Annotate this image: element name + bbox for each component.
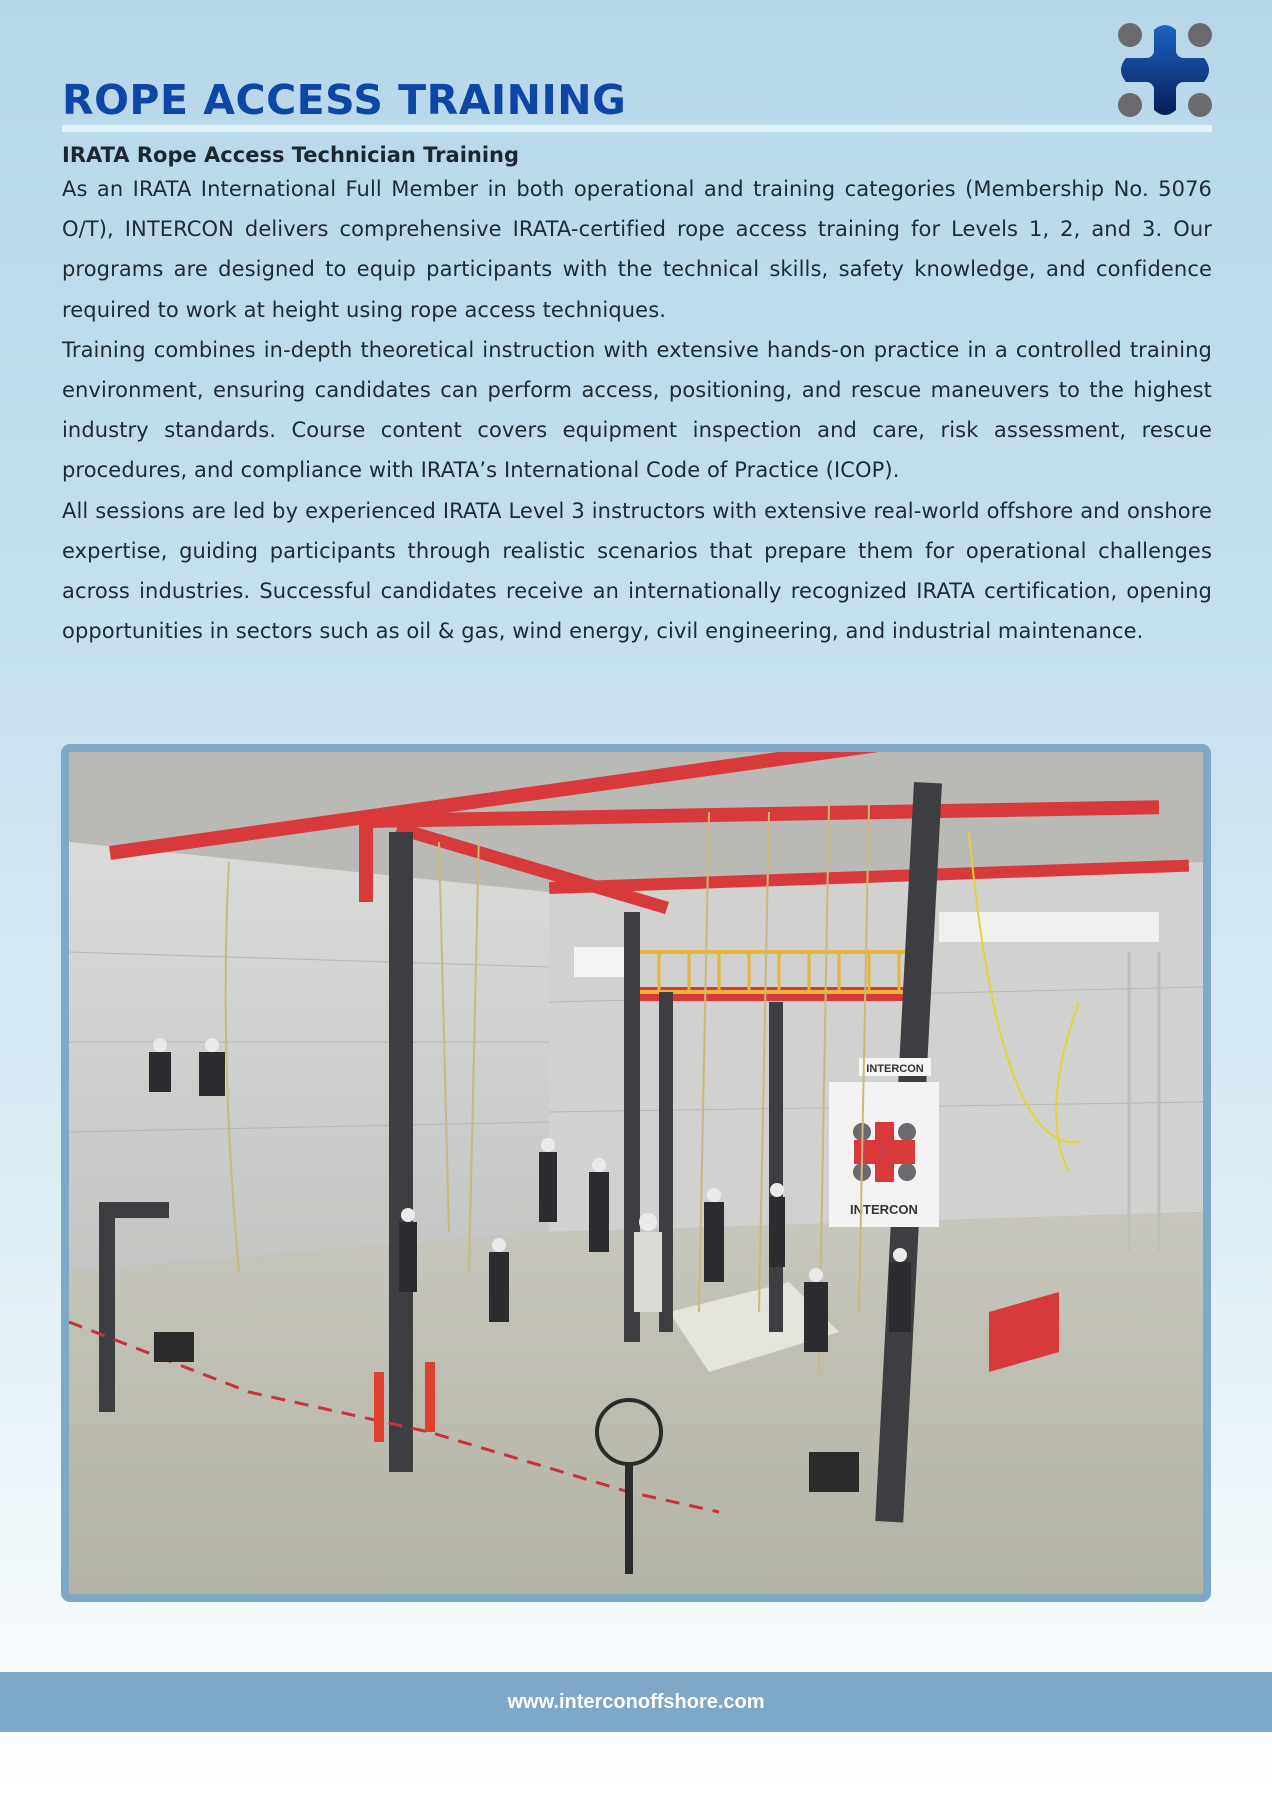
paragraph-training-content: Training combines in-depth theoretical instruction with extensive hands-on practice in a controlled training environment, ensuring candidates can perform access, positioning, and rescue maneuvers to the highest industry standards. Course content covers equipment inspection and care, risk assessment, rescue procedures, and compliance with IRATA’s International Code of Practice (ICOP).: [62, 337, 1212, 483]
page-title: ROPE ACCESS TRAINING: [62, 76, 627, 124]
paragraph-membership: As an IRATA International Full Member in both operational and training categories (Membership No. 5076 O/T), INTERCON delivers comprehensive IRATA-certified rope access training for Levels 1, 2, and 3. Our programs are designed to equip participants with the technical skills, safety knowledge, and confidence required to work at height using rope access techniques.: [62, 177, 1212, 322]
training-section: [62, 141, 1212, 651]
title-divider: [62, 125, 1212, 132]
footer-website-link[interactable]: www.interconoffshore.com: [507, 1691, 765, 1713]
banner-label: INTERCON: [850, 1202, 918, 1217]
training-hall-photo-frame: [61, 744, 1211, 1602]
section-subtitle: IRATA Rope Access Technician Training: [62, 143, 520, 167]
intercon-cross-logo-icon: [1116, 22, 1214, 118]
banner-small-label: INTERCON: [866, 1063, 924, 1075]
training-hall-photo: [69, 752, 1203, 1594]
paragraph-instructors: All sessions are led by experienced IRATA Level 3 instructors with extensive real-world offshore and onshore expertise, guiding participants through realistic scenarios that prepare them for operational challenges across industries. Successful candidates receive an internationally recognized IRATA certification, opening opportunities in sectors such as oil & gas, wind energy, civil engineering, and industrial maintenance.: [62, 498, 1212, 644]
